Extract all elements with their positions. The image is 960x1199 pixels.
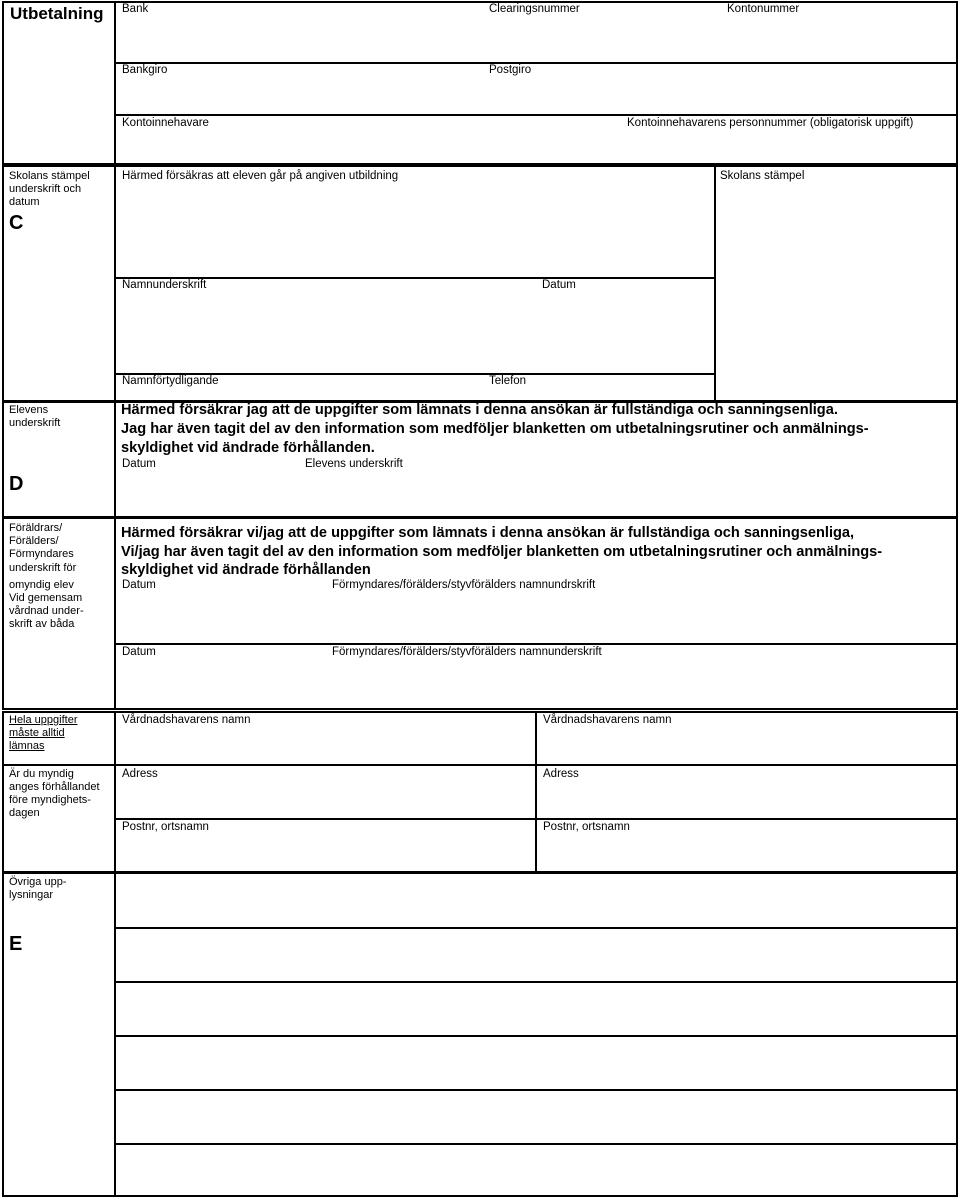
- other-info-line-3[interactable]: [118, 985, 960, 1031]
- account-holder-label: Kontoinnehavare: [122, 117, 209, 129]
- divider: [114, 517, 116, 710]
- date-field[interactable]: [118, 663, 326, 705]
- custodian-1-address-field[interactable]: [118, 785, 536, 815]
- declaration-text: skyldighet vid ändrade förhållanden: [121, 562, 371, 578]
- bankgiro-label: Bankgiro: [122, 64, 168, 76]
- divider: [114, 981, 958, 983]
- other-info-line-6[interactable]: [118, 1147, 960, 1193]
- divider: [114, 165, 116, 402]
- section-title: Utbetalning: [10, 4, 104, 23]
- custodian-note: måste alltid: [9, 727, 65, 739]
- custodian-2-postal-field[interactable]: [539, 838, 960, 868]
- signature-label: Namnunderskrift: [122, 279, 207, 291]
- divider: [114, 643, 958, 645]
- account-holder-field[interactable]: [118, 134, 616, 162]
- address-label: Adress: [122, 768, 158, 780]
- date-field[interactable]: [118, 596, 326, 639]
- custodian-note: anges förhållandet: [9, 781, 100, 793]
- student-signature-label: Elevens underskrift: [305, 458, 403, 470]
- section-letter: E: [9, 933, 23, 955]
- clearing-label: Clearingsnummer: [489, 3, 580, 15]
- section-letter: C: [9, 212, 24, 234]
- date-field[interactable]: [538, 296, 716, 368]
- declaration-text: Vi/jag har även tagit del av den information som medföljer blanketten om utbetalningsrutiner och anmälnings-: [121, 544, 883, 560]
- personal-number-field[interactable]: [624, 134, 960, 162]
- signature-field[interactable]: [118, 296, 536, 368]
- school-side-line: Skolans stämpel: [9, 170, 90, 182]
- postal-label: Postnr, ortsnamn: [543, 821, 630, 833]
- custodian-note: lämnas: [9, 740, 45, 752]
- custodian-note: Hela uppgifter: [9, 714, 78, 726]
- guardian-signature-label: Förmyndares/förälders/styvförälders namnundrskrift: [332, 579, 596, 591]
- school-statement: Härmed försäkras att eleven går på angiven utbildning: [122, 170, 399, 182]
- other-info-line-1[interactable]: [118, 877, 960, 923]
- other-info-line-5[interactable]: [118, 1093, 960, 1139]
- divider: [114, 1089, 958, 1091]
- guardian-side-line: Förmyndares: [9, 548, 74, 560]
- divider: [2, 764, 958, 766]
- declaration-text: Härmed försäkrar jag att de uppgifter som lämnats i denna ansökan är fullständiga och sanningsenliga.: [121, 402, 838, 418]
- custodian-note: dagen: [9, 807, 40, 819]
- guardian-signature-label: Förmyndares/förälders/styvförälders namnunderskrift: [332, 646, 602, 658]
- phone-label: Telefon: [489, 375, 527, 387]
- divider: [114, 401, 116, 518]
- name-clarification-label: Namnförtydligande: [122, 375, 219, 387]
- guardian-side-line: Förälders/: [9, 535, 59, 547]
- postal-label: Postnr, ortsnamn: [122, 821, 209, 833]
- guardian-signature-field[interactable]: [328, 596, 960, 639]
- declaration-text: Härmed försäkrar vi/jag att de uppgifter som lämnats i denna ansökan är fullständiga och sanningsenliga,: [121, 525, 855, 541]
- guardian-side-line: omyndig elev: [9, 579, 74, 591]
- other-info-line-2[interactable]: [118, 931, 960, 977]
- school-stamp-label: Skolans stämpel: [720, 170, 805, 182]
- section-letter: D: [9, 473, 24, 495]
- date-label: Datum: [122, 579, 156, 591]
- custodian-note: före myndighets-: [9, 794, 91, 806]
- postgiro-label: Postgiro: [489, 64, 532, 76]
- other-info-side-line: Övriga upp-: [9, 876, 67, 888]
- bankgiro-field[interactable]: [118, 80, 486, 110]
- account-number-field[interactable]: [724, 22, 960, 58]
- bank-label: Bank: [122, 3, 149, 15]
- other-info-line-4[interactable]: [118, 1039, 960, 1085]
- school-side-line: underskrift och: [9, 183, 82, 195]
- custodian-note: Är du myndig: [9, 768, 74, 780]
- account-number-label: Kontonummer: [727, 3, 800, 15]
- date-field[interactable]: [118, 475, 306, 513]
- declaration-text: skyldighet vid ändrade förhållanden.: [121, 440, 375, 456]
- student-signature-field[interactable]: [302, 475, 960, 513]
- guardian-side-line: vårdnad under-: [9, 605, 84, 617]
- school-side-line: datum: [9, 196, 40, 208]
- date-label: Datum: [122, 646, 156, 658]
- guardian-side-line: Vid gemensam: [9, 592, 83, 604]
- student-side-line: underskrift: [9, 417, 61, 429]
- divider: [114, 711, 116, 873]
- custodian-1-postal-field[interactable]: [118, 838, 536, 868]
- personal-number-label: Kontoinnehavarens personnummer (obligatorisk uppgift): [627, 117, 914, 129]
- date-label: Datum: [122, 458, 156, 470]
- custodian-2-name-field[interactable]: [539, 731, 960, 761]
- divider: [114, 927, 958, 929]
- divider: [114, 114, 958, 116]
- clearing-field[interactable]: [486, 22, 724, 58]
- divider: [114, 1035, 958, 1037]
- custodian-name-label: Vårdnadshavarens namn: [122, 714, 251, 726]
- bank-field[interactable]: [118, 22, 486, 58]
- custodian-2-address-field[interactable]: [539, 785, 960, 815]
- guardian-side-line: underskrift för: [9, 562, 77, 574]
- divider: [114, 1143, 958, 1145]
- divider: [114, 1, 116, 165]
- student-side-line: Elevens: [9, 404, 49, 416]
- other-info-side-line: lysningar: [9, 889, 54, 901]
- custodian-1-name-field[interactable]: [118, 731, 536, 761]
- custodian-name-label: Vårdnadshavarens namn: [543, 714, 672, 726]
- guardian-side-line: skrift av båda: [9, 618, 75, 630]
- divider: [114, 818, 958, 820]
- guardian-side-line: Föräldrars/: [9, 522, 63, 534]
- address-label: Adress: [543, 768, 579, 780]
- guardian-signature-field[interactable]: [328, 663, 960, 705]
- divider: [114, 62, 958, 64]
- declaration-text: Jag har även tagit del av den information som medföljer blanketten om utbetalningsrutiner och anmälnings-: [121, 421, 869, 437]
- postgiro-field[interactable]: [486, 80, 960, 110]
- date-label: Datum: [542, 279, 576, 291]
